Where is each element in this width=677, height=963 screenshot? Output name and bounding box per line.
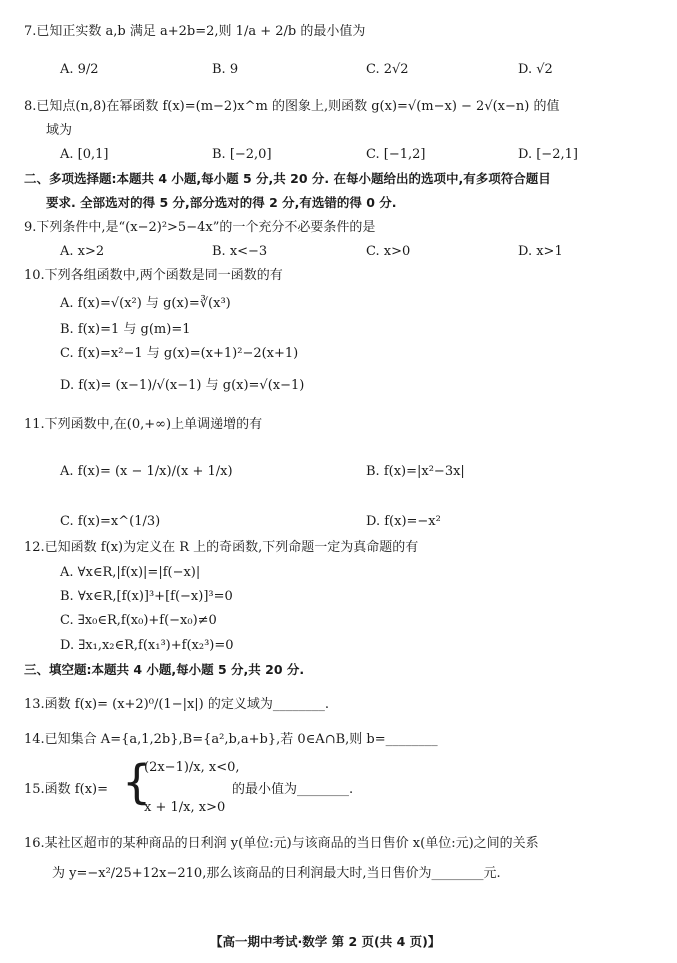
- q12-option-b: B. ∀x∈R,[f(x)]³+[f(−x)]³=0: [60, 589, 233, 604]
- q12-option-d: D. ∃x₁,x₂∈R,f(x₁³)+f(x₂³)=0: [60, 638, 234, 653]
- q11-option-d: D. f(x)=−x²: [366, 514, 441, 529]
- q8-option-c: C. [−1,2]: [366, 147, 426, 162]
- q12-option-c: C. ∃x₀∈R,f(x₀)+f(−x₀)≠0: [60, 613, 217, 628]
- q12-option-a: A. ∀x∈R,|f(x)|=|f(−x)|: [60, 565, 201, 580]
- q7-option-a: A. 9/2: [60, 62, 99, 77]
- q15-case2: x + 1/x, x>0: [144, 800, 226, 815]
- q9-option-b: B. x<−3: [212, 244, 268, 259]
- section3-heading: 三、填空题:本题共 4 小题,每小题 5 分,共 20 分.: [24, 662, 305, 677]
- q9-option-a: A. x>2: [60, 244, 105, 259]
- q13-stem: 13.函数 f(x)= (x+2)⁰/(1−|x|) 的定义域为________.: [24, 697, 330, 712]
- q16-stem-cont: 为 y=−x²/25+12x−210,那么该商品的日利润最大时,当日售价为________元.: [52, 866, 501, 881]
- q8-option-d: D. [−2,1]: [518, 147, 578, 162]
- q10-stem: 10.下列各组函数中,两个函数是同一函数的有: [24, 268, 283, 283]
- q10-option-b: B. f(x)=1 与 g(m)=1: [60, 322, 191, 337]
- page-footer: 【高一期中考试·数学 第 2 页(共 4 页)】: [210, 934, 441, 949]
- q11-option-b: B. f(x)=|x²−3x|: [366, 464, 465, 479]
- q8-stem-cont: 域为: [46, 123, 73, 138]
- q8-stem: 8.已知点(n,8)在幂函数 f(x)=(m−2)x^m 的图象上,则函数 g(x)=√(m−x) − 2√(x−n) 的值: [24, 99, 560, 114]
- q16-stem: 16.某社区超市的某种商品的日利润 y(单位:元)与该商品的当日售价 x(单位:元)之间的关系: [24, 836, 539, 851]
- q15-brace: {: [122, 755, 152, 809]
- q15-tail: 的最小值为________.: [232, 782, 354, 797]
- q15-case1: (2x−1)/x, x<0,: [144, 760, 240, 775]
- q7-stem: 7.已知正实数 a,b 满足 a+2b=2,则 1/a + 2/b 的最小值为: [24, 24, 366, 39]
- q12-stem: 12.已知函数 f(x)为定义在 R 上的奇函数,下列命题一定为真命题的有: [24, 540, 419, 555]
- q11-option-a: A. f(x)= (x − 1/x)/(x + 1/x): [60, 464, 233, 479]
- q8-option-a: A. [0,1]: [60, 147, 109, 162]
- q7-option-c: C. 2√2: [366, 62, 409, 77]
- q10-option-c: C. f(x)=x²−1 与 g(x)=(x+1)²−2(x+1): [60, 346, 299, 361]
- q8-option-b: B. [−2,0]: [212, 147, 272, 162]
- section2-heading: 二、多项选择题:本题共 4 小题,每小题 5 分,共 20 分. 在每小题给出的选项中,有多项符合题目: [24, 171, 551, 186]
- q11-option-c: C. f(x)=x^(1/3): [60, 514, 161, 529]
- q7-option-b: B. 9: [212, 62, 239, 77]
- q9-option-d: D. x>1: [518, 244, 563, 259]
- q14-stem: 14.已知集合 A={a,1,2b},B={a²,b,a+b},若 0∈A∩B,则 b=________: [24, 732, 438, 747]
- q10-option-a: A. f(x)=√(x²) 与 g(x)=∛(x³): [60, 296, 231, 311]
- q9-option-c: C. x>0: [366, 244, 411, 259]
- q15-stem: 15.函数 f(x)=: [24, 782, 108, 797]
- q9-stem: 9.下列条件中,是“(x−2)²>5−4x”的一个充分不必要条件的是: [24, 220, 376, 235]
- q7-option-d: D. √2: [518, 62, 553, 77]
- q11-stem: 11.下列函数中,在(0,+∞)上单调递增的有: [24, 417, 263, 432]
- q10-option-d: D. f(x)= (x−1)/√(x−1) 与 g(x)=√(x−1): [60, 378, 305, 393]
- section2-heading-cont: 要求. 全部选对的得 5 分,部分选对的得 2 分,有选错的得 0 分.: [46, 195, 397, 210]
